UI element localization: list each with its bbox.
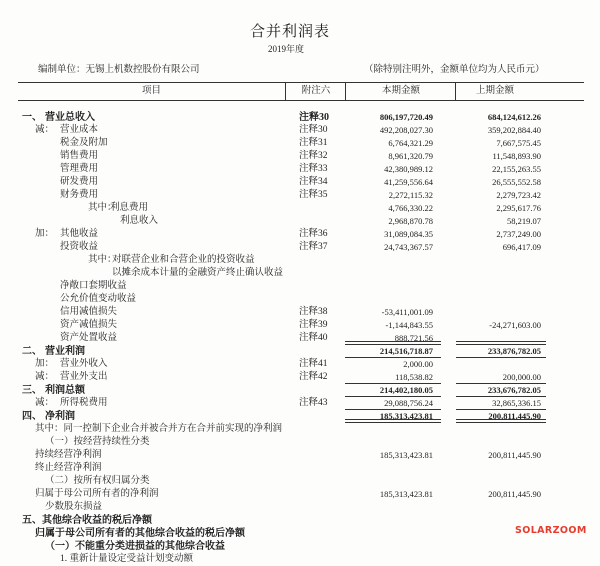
header-item: 项目 bbox=[141, 86, 161, 96]
row-label: 营业总收入 bbox=[45, 112, 95, 123]
table-row bbox=[0, 475, 600, 488]
row-prior-amount: -24,271,603.00 bbox=[489, 320, 541, 330]
row-prior-amount: 200,811,445.90 bbox=[488, 411, 541, 421]
row-note: 注释30 bbox=[299, 125, 328, 135]
row-current-amount: -1,144,843.55 bbox=[385, 320, 433, 330]
table-row bbox=[0, 527, 600, 540]
row-current-amount: 2,968,870.78 bbox=[388, 216, 433, 226]
row-current-amount: 6,764,321.29 bbox=[388, 138, 433, 148]
table-row bbox=[0, 345, 600, 358]
report-period: 2019年度 bbox=[268, 44, 305, 54]
row-note: 注释38 bbox=[299, 307, 328, 317]
row-current-amount: 806,197,720.49 bbox=[379, 112, 433, 122]
table-row bbox=[0, 371, 600, 384]
row-label: 资产处置收益 bbox=[60, 333, 118, 343]
row-prefix: 一、 bbox=[22, 112, 42, 123]
row-label: 其他收益 bbox=[60, 229, 99, 239]
row-prior-amount: 32,865,336.15 bbox=[492, 398, 541, 408]
row-note: 注释35 bbox=[299, 190, 328, 200]
row-current-amount: 118,538.82 bbox=[395, 372, 433, 382]
row-prefix: 三、 bbox=[22, 385, 42, 396]
row-note: 注释34 bbox=[299, 177, 328, 187]
row-note: 注释42 bbox=[299, 372, 328, 382]
table-row bbox=[0, 111, 600, 124]
table-row bbox=[0, 202, 600, 215]
table-row bbox=[0, 254, 600, 267]
header-prior: 上期金额 bbox=[455, 83, 585, 100]
row-prior-amount: 11,548,893.90 bbox=[492, 151, 541, 161]
row-label: 财务费用 bbox=[60, 190, 99, 200]
row-label: 营业外支出 bbox=[60, 372, 108, 382]
row-prefix: 减： bbox=[35, 398, 55, 408]
row-current-amount: 2,272,115.32 bbox=[388, 190, 433, 200]
row-current-amount: 214,516,718.87 bbox=[379, 346, 433, 356]
header-note: 附注六 bbox=[285, 83, 346, 100]
table-row bbox=[0, 150, 600, 163]
row-current-amount: 42,380,989.12 bbox=[384, 164, 433, 174]
table-header bbox=[18, 82, 584, 101]
table-row bbox=[0, 280, 600, 293]
row-prior-amount: 233,676,782.05 bbox=[487, 385, 541, 395]
table-row bbox=[0, 124, 600, 137]
row-label: 研发费用 bbox=[60, 177, 99, 187]
row-prior-amount: 233,876,782.05 bbox=[487, 346, 541, 356]
table-row bbox=[0, 423, 600, 436]
row-prefix: 其中： bbox=[88, 255, 117, 265]
table-row bbox=[0, 501, 600, 514]
row-label: 资产减值损失 bbox=[60, 320, 118, 330]
row-prefix: 减： bbox=[35, 372, 55, 382]
row-label: 五、其他综合收益的税后净额 bbox=[22, 515, 152, 526]
row-prefix: 加： bbox=[35, 359, 55, 369]
row-label: 营业外收入 bbox=[60, 359, 108, 369]
row-prior-amount: 2,279,723.42 bbox=[496, 190, 541, 200]
table-row bbox=[0, 137, 600, 150]
table-row bbox=[0, 163, 600, 176]
row-label: 营业利润 bbox=[45, 346, 85, 357]
row-label: 对联营企业和合营企业的投资收益 bbox=[112, 255, 255, 265]
row-note: 注释32 bbox=[299, 151, 328, 161]
row-label: 利润总额 bbox=[45, 385, 85, 396]
row-label: 归属于母公司所有者的净利润 bbox=[35, 489, 159, 499]
table-row bbox=[0, 228, 600, 241]
table-row bbox=[0, 436, 600, 449]
row-prefix: 其中： bbox=[88, 203, 117, 213]
table-row bbox=[0, 553, 600, 566]
row-label: 营业成本 bbox=[60, 125, 99, 135]
row-current-amount: 31,089,084.35 bbox=[384, 229, 433, 239]
row-label: 1. 重新计量设定受益计划变动额 bbox=[60, 554, 194, 564]
row-current-amount: 888,721.56 bbox=[394, 333, 433, 343]
row-note: 注释30 bbox=[299, 112, 329, 123]
row-prefix: 减： bbox=[35, 125, 55, 135]
row-label: 税金及附加 bbox=[60, 138, 108, 148]
table-row bbox=[0, 397, 600, 410]
preparer-line: 编制单位：无锡上机数控股份有限公司 bbox=[38, 65, 200, 75]
row-label: 以摊余成本计量的金融资产终止确认收益 bbox=[112, 268, 284, 278]
row-note: 注释31 bbox=[299, 138, 328, 148]
row-label: 公允价值变动收益 bbox=[60, 294, 137, 304]
table-row bbox=[0, 332, 600, 345]
table-row bbox=[0, 540, 600, 553]
row-label: 净敞口套期收益 bbox=[60, 281, 127, 291]
row-prior-amount: 26,555,552.58 bbox=[492, 177, 541, 187]
table-row bbox=[0, 176, 600, 189]
row-current-amount: 185,313,423.81 bbox=[379, 450, 433, 460]
row-label: （一）按经营持续性分类 bbox=[45, 437, 150, 447]
watermark: SOLARZOOM bbox=[515, 525, 587, 536]
table-row bbox=[0, 267, 600, 280]
row-label: 归属于母公司所有者的其他综合收益的税后净额 bbox=[35, 528, 245, 539]
table-row bbox=[0, 514, 600, 527]
row-note: 注释33 bbox=[299, 164, 328, 174]
row-prefix: 加： bbox=[35, 229, 55, 239]
row-label: 持续经营净利润 bbox=[35, 450, 102, 460]
row-label: 销售费用 bbox=[60, 151, 99, 161]
row-label: 利息费用 bbox=[110, 203, 149, 213]
row-label: 所得税费用 bbox=[60, 398, 108, 408]
row-prior-amount: 200,000.00 bbox=[502, 372, 541, 382]
table-row bbox=[0, 462, 600, 475]
table-body bbox=[0, 111, 600, 566]
unit-note: （除特别注明外，金额单位均为人民币元） bbox=[364, 65, 545, 75]
row-note: 注释43 bbox=[299, 398, 328, 408]
table-row bbox=[0, 215, 600, 228]
row-note: 注释37 bbox=[299, 242, 328, 252]
row-label: 信用减值损失 bbox=[60, 307, 118, 317]
row-label: 净利润 bbox=[45, 411, 75, 422]
row-prior-amount: 22,155,263.55 bbox=[492, 164, 541, 174]
table-row bbox=[0, 488, 600, 501]
table-row bbox=[0, 449, 600, 462]
row-label: （一）不能重分类进损益的其他综合收益 bbox=[45, 541, 225, 552]
row-prefix: 四、 bbox=[22, 411, 42, 422]
row-prior-amount: 7,667,575.45 bbox=[496, 138, 541, 148]
row-current-amount: 24,743,367.57 bbox=[384, 242, 433, 252]
row-current-amount: 2,000.00 bbox=[403, 359, 433, 369]
row-current-amount: 185,313,423.81 bbox=[379, 489, 433, 499]
row-note: 注释40 bbox=[299, 333, 328, 343]
row-prior-amount: 58,219.07 bbox=[507, 216, 541, 226]
row-current-amount: 214,402,180.05 bbox=[379, 385, 433, 395]
row-note: 注释36 bbox=[299, 229, 328, 239]
row-prior-amount: 2,737,249.00 bbox=[496, 229, 541, 239]
row-current-amount: 8,961,320.79 bbox=[388, 151, 433, 161]
table-row bbox=[0, 189, 600, 202]
row-label: 少数股东损益 bbox=[45, 502, 103, 512]
page-title: 合并利润表 bbox=[250, 24, 331, 40]
table-row bbox=[0, 306, 600, 319]
row-current-amount: 4,766,330.22 bbox=[388, 203, 433, 213]
row-label: 其中：同一控制下企业合并被合并方在合并前实现的净利润 bbox=[35, 424, 283, 434]
row-current-amount: 29,088,756.24 bbox=[384, 398, 433, 408]
table-row bbox=[0, 358, 600, 371]
row-label: 利息收入 bbox=[120, 216, 159, 226]
row-prior-amount: 200,811,445.90 bbox=[488, 450, 541, 460]
row-prior-amount: 684,124,612.26 bbox=[487, 112, 541, 122]
row-current-amount: 41,259,556.64 bbox=[384, 177, 433, 187]
table-row bbox=[0, 384, 600, 397]
table-row bbox=[0, 410, 600, 423]
row-current-amount: 492,208,027.30 bbox=[379, 125, 433, 135]
table-row bbox=[0, 293, 600, 306]
row-current-amount: -53,411,001.09 bbox=[381, 307, 433, 317]
row-label: 投资收益 bbox=[60, 242, 99, 252]
row-prior-amount: 200,811,445.90 bbox=[488, 489, 541, 499]
row-note: 注释39 bbox=[299, 320, 328, 330]
row-note: 注释41 bbox=[299, 359, 328, 369]
row-current-amount: 185,313,423.81 bbox=[379, 411, 433, 421]
row-label: （二）按所有权归属分类 bbox=[45, 476, 150, 486]
row-prior-amount: 2,295,617.76 bbox=[496, 203, 541, 213]
row-prior-amount: 696,417.09 bbox=[502, 242, 541, 252]
row-prior-amount: 359,202,884.40 bbox=[487, 125, 541, 135]
table-row bbox=[0, 319, 600, 332]
row-label: 管理费用 bbox=[60, 164, 99, 174]
row-label: 终止经营净利润 bbox=[35, 463, 102, 473]
table-row bbox=[0, 241, 600, 254]
header-current: 本期金额 bbox=[345, 83, 456, 100]
row-prefix: 二、 bbox=[22, 346, 42, 357]
